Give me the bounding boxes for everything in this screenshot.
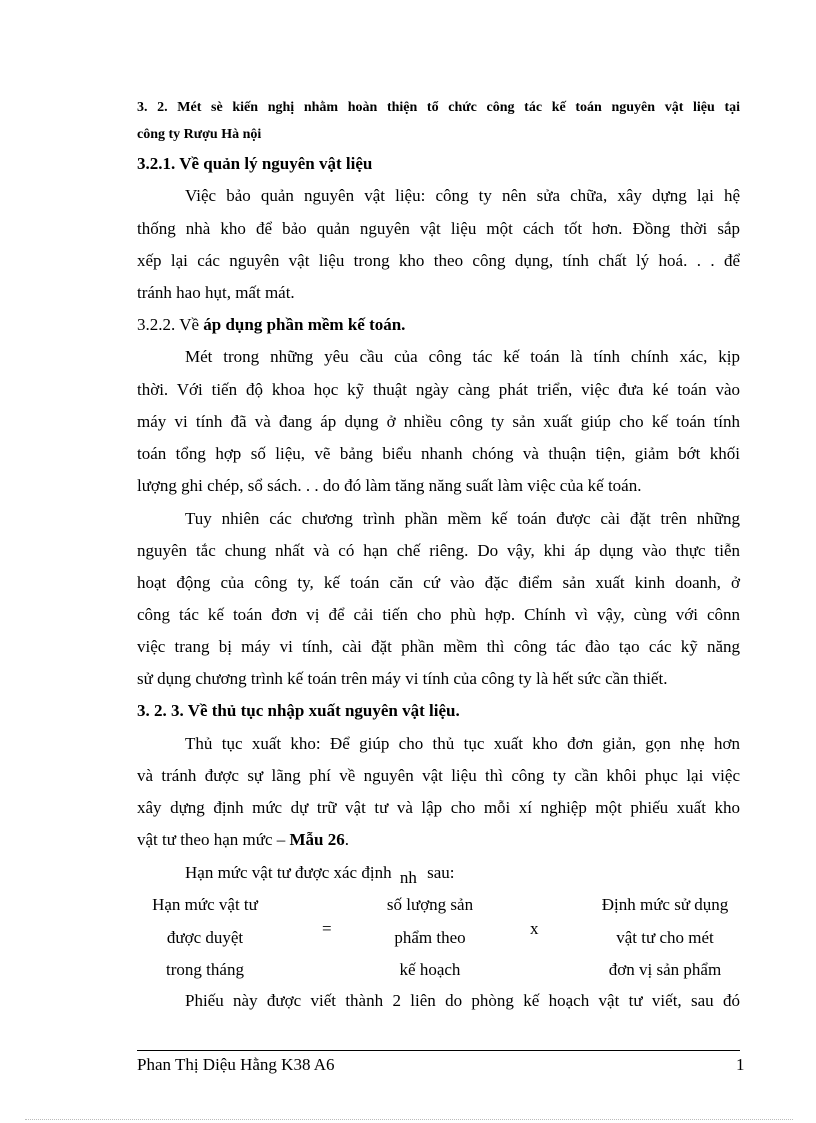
- heading-prefix: 3.2.2. Về: [137, 315, 204, 334]
- formula-right-term: Định mức sử dụng: [601, 895, 729, 914]
- paragraph-line: lượng ghi chép, sổ sách. . . do đó làm tăng năng suất làm việc của kế toán.: [137, 476, 642, 495]
- paragraph-line: việc trang bị máy vi tính, cài đặt phần mềm thì công tác đào tạo các kỹ năng: [137, 637, 740, 656]
- paragraph-line: và tránh được sự lãng phí về nguyên vật liệu thì công ty cần khôi phục lại việc: [137, 766, 740, 785]
- text-run: Hạn mức vật tư được xác định: [185, 863, 392, 882]
- formula-mid-term: số lượng sản: [386, 895, 474, 914]
- heading-3-2-3: 3. 2. 3. Về thủ tục nhập xuất nguyên vật liệu.: [137, 701, 460, 720]
- paragraph-line: công tác kế toán đơn vị để cải tiến cho phù hợp. Chính vì vậy, cùng với cônn: [137, 605, 740, 624]
- paragraph-line: xây dựng định mức dự trữ vật tư và lập cho mỗi xí nghiệp một phiếu xuất kho: [137, 798, 740, 817]
- text-run: vật tư theo hạn mức –: [137, 830, 290, 849]
- paragraph-line: Mét trong những yêu cầu của công tác kế toán là tính chính xác, kịp: [185, 347, 740, 366]
- paragraph-line: thống nhà kho để bảo quản nguyên vật liệu một cách tốt hơn. Đồng thời sắp: [137, 219, 740, 238]
- paragraph-line: máy vi tính đã và đang áp dụng ở nhiều công ty sản xuất giúp cho kế toán tính: [137, 412, 740, 431]
- paragraph-line: Phiếu này được viết thành 2 liên do phòng kế hoạch vật tư viết, sau đó: [185, 991, 740, 1010]
- paragraph-line: tránh hao hụt, mất mát.: [137, 283, 295, 302]
- formula-left-term: Hạn mức vật tư: [152, 895, 258, 914]
- paragraph-line: Tuy nhiên các chương trình phần mềm kế toán được cài đặt trên những: [185, 509, 740, 528]
- paragraph-line: Thủ tục xuất kho: Để giúp cho thủ tục xuất kho đơn giản, gọn nhẹ hơn: [185, 734, 740, 753]
- formula-mid-term: phẩm theo: [394, 928, 466, 947]
- paragraph-line: toán tổng hợp số liệu, vẽ bảng biểu nhanh chóng và thuận tiện, giảm bớt khối: [137, 444, 740, 463]
- page-bottom-border: [25, 1119, 793, 1120]
- paragraph-line: hoạt động của công ty, kế toán căn cứ vào đặc điểm sản xuất kinh doanh, ở: [137, 573, 740, 592]
- heading-bold: áp dụng phần mềm kế toán.: [203, 315, 406, 334]
- formula-right-term: đơn vị sản phẩm: [608, 960, 722, 979]
- paragraph-line: xếp lại các nguyên vật liệu trong kho theo công dụng, tính chất lý hoá. . . để: [137, 251, 740, 270]
- paragraph-line: Việc bảo quản nguyên vật liệu: công ty nên sửa chữa, xây dựng lại hệ: [185, 186, 740, 205]
- form-reference: Mẫu 26: [289, 830, 345, 849]
- footer-divider: [137, 1050, 740, 1051]
- heading-3-2-1: 3.2.1. Về quản lý nguyên vật liệu: [137, 154, 373, 173]
- formula-right-term: vật tư cho mét: [616, 928, 714, 947]
- formula-equals-sign: =: [322, 919, 332, 938]
- heading-3-2-2: [137, 314, 405, 336]
- section-title-line-2: công ty Rượu Hà nội: [137, 127, 262, 142]
- paragraph-line: nguyên tắc chung nhất và có hạn chế riêng. Do vậy, khi áp dụng vào thực tiễn: [137, 541, 740, 560]
- paragraph-line: [137, 829, 349, 851]
- section-title-line-1: 3. 2. Mét sè kiến nghị nhằm hoàn thiện tổ chức công tác kế toán nguyên vật liệu tại: [137, 100, 740, 115]
- paragraph-line: sử dụng chương trình kế toán trên máy vi tính của công ty là hết sức cần thiết.: [137, 669, 668, 688]
- formula-times-sign: x: [530, 919, 539, 938]
- formula-intro: [185, 862, 455, 887]
- text-run: sau:: [427, 863, 455, 882]
- formula-mid-term: kế hoạch: [399, 960, 461, 979]
- text-run-lowered: nh: [399, 868, 417, 887]
- page-number: 1: [736, 1055, 745, 1074]
- footer-author: Phan Thị Diệu Hằng K38 A6: [137, 1055, 335, 1074]
- text-run: .: [344, 830, 350, 849]
- formula-left-term: trong tháng: [166, 960, 244, 979]
- formula-left-term: được duyệt: [166, 928, 244, 947]
- paragraph-line: thời. Với tiến độ khoa học kỹ thuật ngày càng phát triển, việc đưa ké toán vào: [137, 380, 740, 399]
